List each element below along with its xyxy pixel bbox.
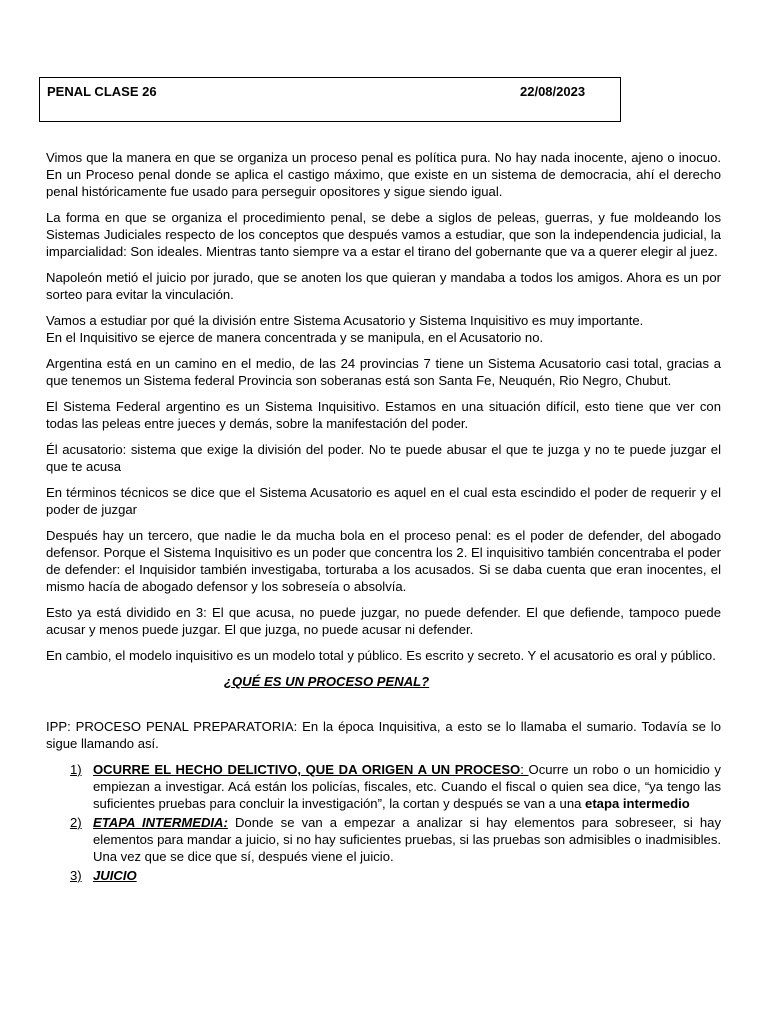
step-text: Ocurre un robo o un homicidio y empiezan a investigar. Acá están los policías, fiscales, etc. Cuando el fiscal o quien sea dice, “ya tengo las suficientes pruebas para concluir la investigación”, la cortan y después se van a una xyxy=(93,762,721,811)
paragraph: En cambio, el modelo inquisitivo es un modelo total y público. Es escrito y secreto. Y el acusatorio es oral y público. xyxy=(46,648,716,663)
document-body xyxy=(46,149,721,886)
document-title: PENAL CLASE 26 xyxy=(47,84,157,99)
paragraph: Él acusatorio: sistema que exige la división del poder. No te puede abusar el que te juzga y no te puede juzgar el que te acusa xyxy=(46,442,721,474)
paragraph: Vamos a estudiar por qué la división entre Sistema Acusatorio y Sistema Inquisitivo es muy importante. xyxy=(46,313,644,328)
step-title: OCURRE EL HECHO DELICTIVO, QUE DA ORIGEN A UN PROCESO xyxy=(93,762,521,777)
paragraph: Esto ya está dividido en 3: El que acusa, no puede juzgar, no puede defender. El que defiende, tampoco puede acusar y menos puede juzgar. El que juzga, no puede acusar ni defender. xyxy=(46,605,721,637)
paragraph: Napoleón metió el juicio por jurado, que se anoten los que quieran y mandaba a todos los amigos. Ahora es un por sorteo para evitar la vinculación. xyxy=(46,270,721,302)
paragraph: La forma en que se organiza el procedimiento penal, se debe a siglos de peleas, guerras, y fue moldeando los Sistemas Judiciales respecto de los conceptos que después vamos a estudiar, que son la independencia judicial, la imparcialidad: Son ideales. Mientras tanto siempre va a estar el tirano del gobernante que va a querer elegir al juez. xyxy=(46,210,721,259)
list-item xyxy=(46,867,721,884)
paragraph: Después hay un tercero, que nadie le da mucha bola en el proceso penal: es el poder de defender, del abogado defensor. Porque el Sistema Inquisitivo es un poder que concentra los 2. El inquisitivo también concentraba el poder de defender: el Inquisidor también investigaba, torturaba a los acusados. Si se daba cuenta que eran inocentes, el mismo hacía de abogado defensor y los sobreseía o absolvía. xyxy=(46,528,721,594)
paragraph: Argentina está en un camino en el medio, de las 24 provincias 7 tiene un Sistema Acusatorio casi total, gracias a que tenemos un Sistema federal Provincia son soberanas está son Santa Fe, Neuquén, Rio Negro, Chubut. xyxy=(46,356,721,388)
process-steps xyxy=(46,761,721,884)
step-title: ETAPA INTERMEDIA: xyxy=(93,815,228,830)
step-tail: etapa intermedio xyxy=(585,796,690,811)
section-heading: ¿QUÉ ES UN PROCESO PENAL? xyxy=(224,674,430,689)
header-box xyxy=(39,77,621,122)
paragraph: Vimos que la manera en que se organiza un proceso penal es política pura. No hay nada inocente, ajeno o inocuo. En un Proceso penal donde se aplica el castigo máximo, que existe en un sistema de democracia, ahí el derecho penal históricamente fue usado para perseguir opositores y sigue siendo igual. xyxy=(46,150,721,199)
step-text: Donde se van a empezar a analizar si hay elementos para sobreseer, si hay elementos para mandar a juicio, si no hay suficientes pruebas, si las pruebas son admisibles o inadmisibles. Una vez que se dice que sí, después viene el juicio. xyxy=(93,815,721,864)
list-item xyxy=(46,761,721,812)
list-item xyxy=(46,814,721,865)
document-date: 22/08/2023 xyxy=(520,84,586,99)
ipp-paragraph: IPP: PROCESO PENAL PREPARATORIA: En la época Inquisitiva, a esto se lo llamaba el sumario. Todavía se lo sigue llamando así. xyxy=(46,719,721,751)
list-number: 2) xyxy=(70,815,82,830)
step-title: JUICIO xyxy=(93,868,137,883)
step-separator: : xyxy=(520,762,529,777)
list-number: 1) xyxy=(70,762,82,777)
paragraph: El Sistema Federal argentino es un Sistema Inquisitivo. Estamos en una situación difícil, esto tiene que ver con todas las peleas entre jueces y demás, sobre la manifestación del poder. xyxy=(46,399,721,431)
list-number: 3) xyxy=(70,868,82,883)
paragraph: En el Inquisitivo se ejerce de manera concentrada y se manipula, en el Acusatorio no. xyxy=(46,330,544,345)
paragraph: En términos técnicos se dice que el Sistema Acusatorio es aquel en el cual esta escindido el poder de requerir y el poder de juzgar xyxy=(46,485,721,517)
